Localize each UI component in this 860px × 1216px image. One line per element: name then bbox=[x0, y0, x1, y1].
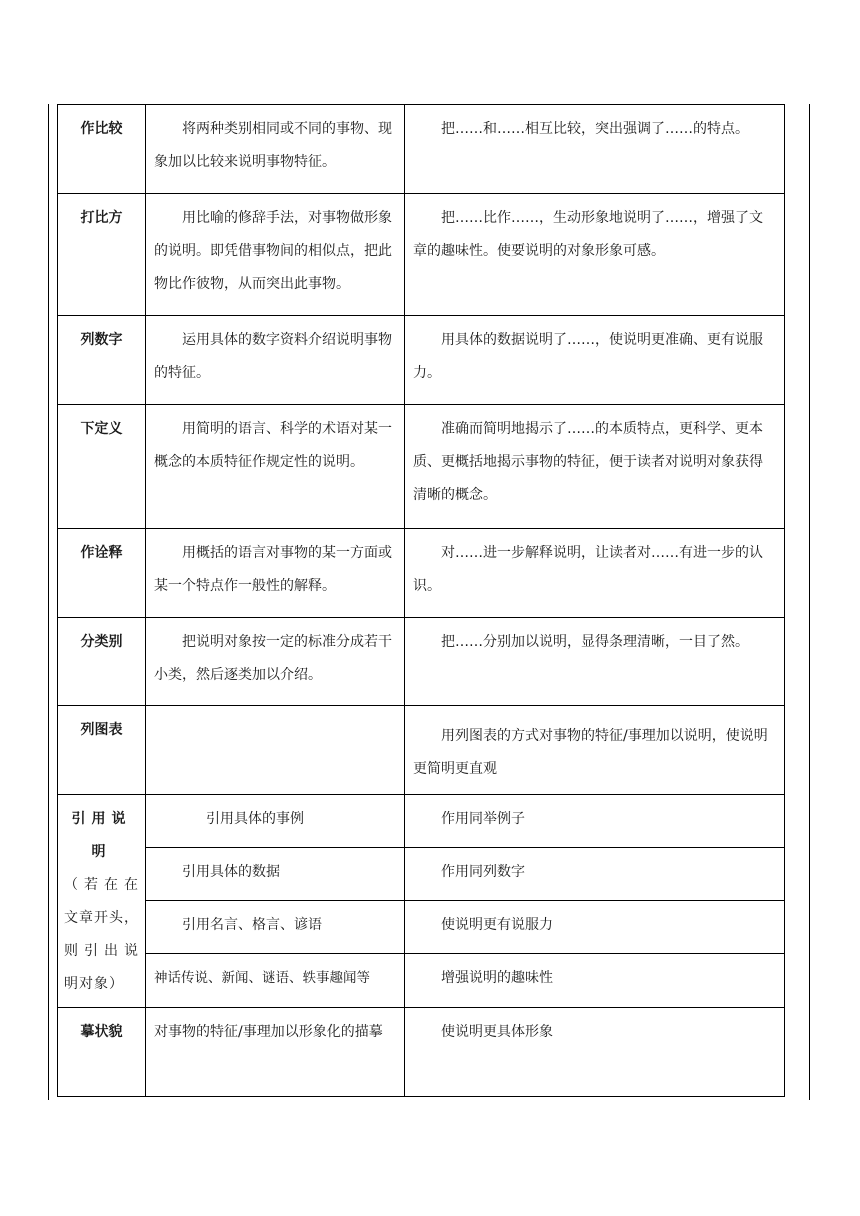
method-name: 摹状貌 bbox=[58, 1008, 146, 1097]
method-definition: 用概括的语言对事物的某一方面或某一个特点作一般性的解释。 bbox=[146, 529, 405, 618]
quote-effect: 作用同举例子 bbox=[405, 795, 785, 848]
method-definition: 运用具体的数字资料介绍说明事物的特征。 bbox=[146, 316, 405, 405]
quote-type: 引用具体的数据 bbox=[146, 848, 405, 901]
table-row-quote bbox=[58, 901, 785, 954]
table-row-quote bbox=[58, 954, 785, 1008]
table-row-definition bbox=[58, 405, 785, 529]
method-effect: 用具体的数据说明了……，使说明更准确、更有说服力。 bbox=[405, 316, 785, 405]
quote-method-cell bbox=[58, 795, 146, 1008]
method-effect: 对……进一步解释说明，让读者对……有进一步的认识。 bbox=[405, 529, 785, 618]
method-definition: 把说明对象按一定的标准分成若干小类，然后逐类加以介绍。 bbox=[146, 618, 405, 706]
explanation-methods-table bbox=[57, 104, 785, 1097]
table-row-compare bbox=[58, 105, 785, 194]
table-row-charts bbox=[58, 706, 785, 795]
quote-effect: 作用同列数字 bbox=[405, 848, 785, 901]
quote-type: 神话传说、新闻、谜语、轶事趣闻等 bbox=[146, 954, 405, 1008]
method-effect: 用列图表的方式对事物的特征/事理加以说明，使说明更简明更直观 bbox=[405, 706, 785, 795]
method-effect: 准确而简明地揭示了……的本质特点，更科学、更本质、更概括地揭示事物的特征，便于读者对说明对象获得清晰的概念。 bbox=[405, 405, 785, 529]
quote-effect: 增强说明的趣味性 bbox=[405, 954, 785, 1008]
quote-type: 引用名言、格言、谚语 bbox=[146, 901, 405, 954]
method-name: 列数字 bbox=[58, 316, 146, 405]
method-definition bbox=[146, 706, 405, 795]
quote-effect: 使说明更有说服力 bbox=[405, 901, 785, 954]
table-row-quote bbox=[58, 795, 785, 848]
quote-note-line: 明对象） bbox=[64, 976, 124, 992]
method-definition: 将两种类别相同或不同的事物、现象加以比较来说明事物特征。 bbox=[146, 105, 405, 194]
method-effect: 把……分别加以说明，显得条理清晰，一目了然。 bbox=[405, 618, 785, 706]
method-name: 引用说明 bbox=[71, 811, 132, 860]
quote-note-line: 文章开头， bbox=[64, 910, 139, 926]
table-row-interpretation bbox=[58, 529, 785, 618]
method-name: 列图表 bbox=[58, 706, 146, 795]
table-row-description bbox=[58, 1008, 785, 1097]
method-name: 打比方 bbox=[58, 194, 146, 316]
table-row-classification bbox=[58, 618, 785, 706]
quote-note-line: （若在在 bbox=[64, 877, 139, 893]
method-effect: 把……比作……，生动形象地说明了……，增强了文章的趣味性。使要说明的对象形象可感。 bbox=[405, 194, 785, 316]
method-definition: 用简明的语言、科学的术语对某一概念的本质特征作规定性的说明。 bbox=[146, 405, 405, 529]
method-name: 作比较 bbox=[58, 105, 146, 194]
method-name: 作诠释 bbox=[58, 529, 146, 618]
quote-type: 引用具体的事例 bbox=[146, 795, 405, 848]
method-effect: 把……和……相互比较，突出强调了……的特点。 bbox=[405, 105, 785, 194]
table-row-metaphor bbox=[58, 194, 785, 316]
method-effect: 使说明更具体形象 bbox=[405, 1008, 785, 1097]
method-definition: 对事物的特征/事理加以形象化的描摹 bbox=[146, 1008, 405, 1097]
quote-note-line: 则引出说 bbox=[64, 943, 139, 959]
method-name: 下定义 bbox=[58, 405, 146, 529]
table-row-quote bbox=[58, 848, 785, 901]
method-definition: 用比喻的修辞手法，对事物做形象的说明。即凭借事物间的相似点，把此物比作彼物，从而突出此事物。 bbox=[146, 194, 405, 316]
method-name: 分类别 bbox=[58, 618, 146, 706]
table-row-numbers bbox=[58, 316, 785, 405]
